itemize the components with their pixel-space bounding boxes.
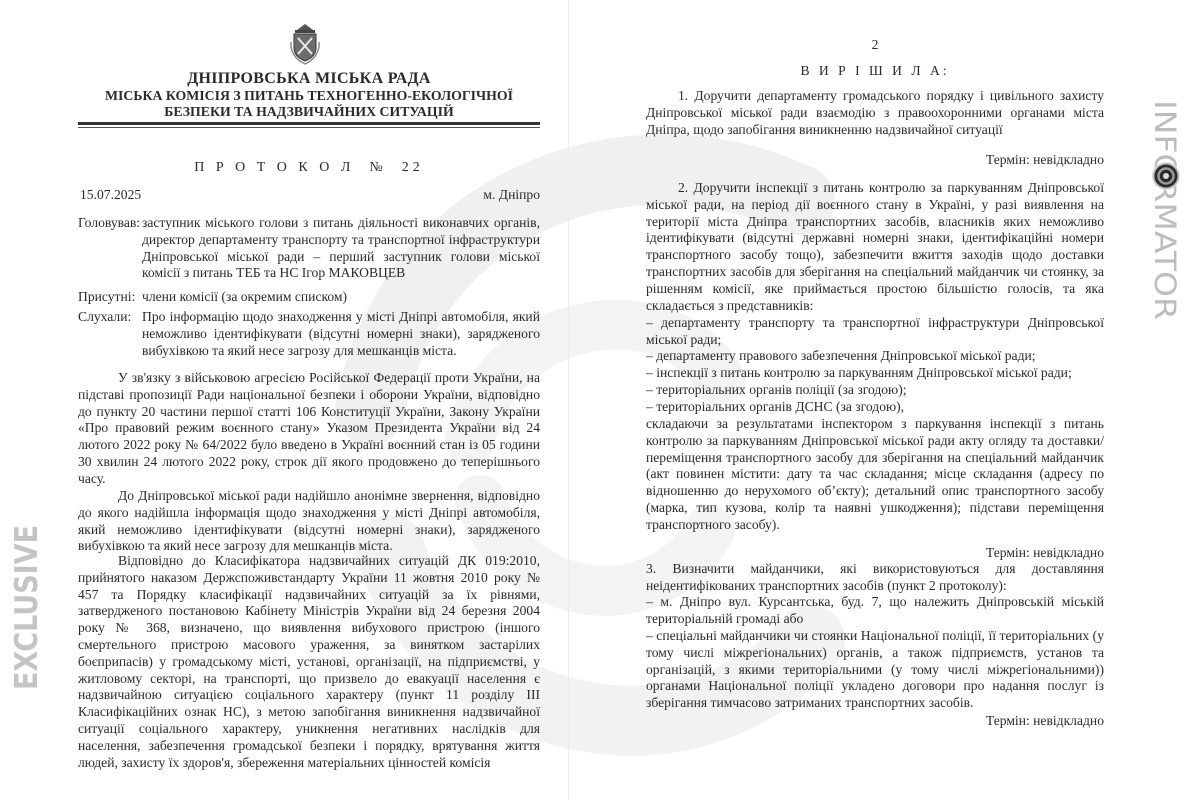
site-option-1: – м. Дніпро вул. Курсантська, буд. 7, що належить Дніпровській міській територіальній громаді або: [646, 594, 1104, 626]
representative-4: – територіальних органів поліції (за згодою);: [646, 382, 907, 397]
heard-value: Про інформацію щодо знаходження у місті Дніпрі автомобіля, який неможливо ідентифікувати (відсутні номерні знаки), зарядженого вибухівкою та який несе загрозу для мешканців міста.: [142, 309, 540, 358]
term-item-3: Термін: невідкладно: [985, 713, 1104, 728]
term-item-2: Термін: невідкладно: [985, 545, 1104, 560]
chaired-value: заступник міського голови з питань діяльності виконавчих органів, директор департаменту транспорту та транспортної інфраструктури Дніпровської міської ради – перший заступник голови міської комісії з питань ТЕБ та НС Ігор МАКОВЦЕВ: [142, 215, 540, 281]
paragraph-classification: Відповідно до Класифікатора надзвичайних ситуацій ДК 019:2010, прийнятого наказом Держспоживстандарту України 11 жовтня 2010 року № 457 та Порядку класифікації надзвичайних ситуацій за їх рівнями, затвердженого постановою Кабінету Міністрів України від 24 березня 2004 року № 368, визначено, що виявлення вибухового пристрою (іншого смертельного пристрою масового ураження, за винятком застарілих боєприпасів) у громадському місті, установі, організації, на підприємстві, у житловому секторі, на транспорті, що призвело до евакуації населення є надзвичайною ситуацією соціального характеру (пункт 11 розділу ІІІ Класифікаційних ознак НС), з метою запобігання виникнення надзвичайної ситуації соціального характеру, уникнення негативних наслідків для населення, забезпечення громадської безпеки і порядку, врятування життя людей, захисту їх здоров'я, збереження матеріальних цінностей комісія: [78, 553, 540, 770]
chaired-label: Головував:: [78, 215, 141, 230]
exclusive-watermark-text: EXCLUSIVE: [9, 500, 45, 690]
page-divider: [568, 0, 569, 800]
present-label: Присутні:: [78, 289, 136, 304]
heard-label: Слухали:: [78, 309, 132, 324]
informator-logo-text: INFORMATOR: [1148, 100, 1182, 294]
exclusive-watermark: [9, 500, 45, 690]
decision-item-2: 2. Доручити інспекції з питань контролю за паркуванням Дніпровської міської ради, на період дії воєнного стану в Україні, у разі виявлення на території міста Дніпра транспортних засобів, власників яких неможливо ідентифікувати (відсутні державні номерні знаки, ідентифікаційні номери транспортного засобу тощо), забезпечити вжиття заходів щодо доставки транспортних засобів для зберігання на спеціальний майданчик чи стоянку, за рішенням комісії, яке приймається простою більшістю голосів, та яка складається з представників:: [646, 180, 1104, 313]
informator-o-icon: [1152, 162, 1180, 190]
representative-5: – територіальних органів ДСНС (за згодою),: [646, 399, 905, 414]
informator-logo: [1148, 100, 1184, 320]
paragraph-martial-law: У зв'язку з військовою агресією Російської Федерації проти України, на підставі пропозиції Ради національної безпеки і оборони України, відповідно до пункту 20 частини першої статті 106 Конституції України, Закону України «Про правовий режим воєнного стану» Указом Президента України від 24 лютого 2022 року № 64/2022 було введено в Україні воєнний стан із 05 години 30 хвилин 24 лютого 2022 року, строк дії якого продовжено до теперішнього часу.: [78, 370, 540, 486]
present-value: члени комісії (за окремим списком): [142, 289, 348, 304]
commission-name-line1: МІСЬКА КОМІСІЯ З ПИТАНЬ ТЕХНОГЕННО-ЕКОЛОГІЧНОЇ: [104, 88, 514, 103]
representative-3: – інспекції з питань контролю за паркуванням Дніпровської міської ради;: [646, 365, 1072, 380]
commission-name-line2: БЕЗПЕКИ ТА НАДЗВИЧАЙНИХ СИТУАЦІЙ: [164, 104, 454, 119]
chaired-section: [78, 215, 540, 282]
protocol-title: П Р О Т О К О Л № 22: [194, 160, 424, 175]
dnipro-coat-of-arms-icon: [288, 22, 322, 66]
decision-item-3: 3. Визначити майданчики, які використовуються для доставляння неідентифікованих транспортних засобів (пункт 2 протоколу):: [646, 561, 1104, 593]
representative-2: – департаменту правового забезпечення Дніпровської міської ради;: [646, 348, 1036, 363]
decision-item-2-act: складаючи за результатами інспектором з паркування інспекції з питань контролю за паркуванням Дніпровської міської ради акту огляду та доставки/переміщення транспортного засобу для зберігання на спеціальний майданчик (акт повинен містити: дату та час складання; місце складання (адресу по відношенню до нерухомого об’єкту); детальний опис транспортного засобу (марка, тип кузова, колір та наявні ушкодження); підстави переміщення транспортного засобу).: [646, 416, 1104, 532]
decision-item-1: 1. Доручити департаменту громадського порядку і цивільного захисту Дніпровської міської ради взаємодію з правоохоронними органами міста Дніпра, щодо запобігання виникненню надзвичайної ситуації: [646, 88, 1104, 137]
protocol-date: 15.07.2025: [80, 187, 142, 202]
term-item-1: Термін: невідкладно: [985, 152, 1104, 167]
header-rule-thin: [78, 127, 540, 128]
paragraph-appeal: До Дніпровської міської ради надійшло анонімне звернення, відповідно до якого надійшла інформація щодо знаходження у місті Дніпрі автомобіля, який неможливо ідентифікувати (відсутні номерні знаки), зарядженого вибухівкою та який несе загрозу для мешканців міста.: [78, 488, 540, 554]
protocol-city: м. Дніпро: [483, 187, 540, 202]
heard-section: [78, 309, 540, 359]
representative-1: – департаменту транспорту та транспортної інфраструктури Дніпровської міської ради;: [646, 315, 1104, 347]
decided-heading: В И Р І Ш И Л А:: [800, 63, 950, 78]
page-number: 2: [871, 37, 879, 52]
header-rule-thick: [78, 122, 540, 125]
present-section: [78, 289, 540, 306]
site-option-2: – спеціальні майданчики чи стоянки Національної поліції, її територіальних (у тому числі міжрегіональних) органів, а також підприємств, установ та організацій, з якими територіальними (у тому числі міжрегіональними)) органами Національної поліції укладено договори про надання послуг із зберігання тимчасово затриманих транспортних засобів.: [646, 628, 1104, 711]
council-name: ДНІПРОВСЬКА МІСЬКА РАДА: [187, 70, 431, 87]
